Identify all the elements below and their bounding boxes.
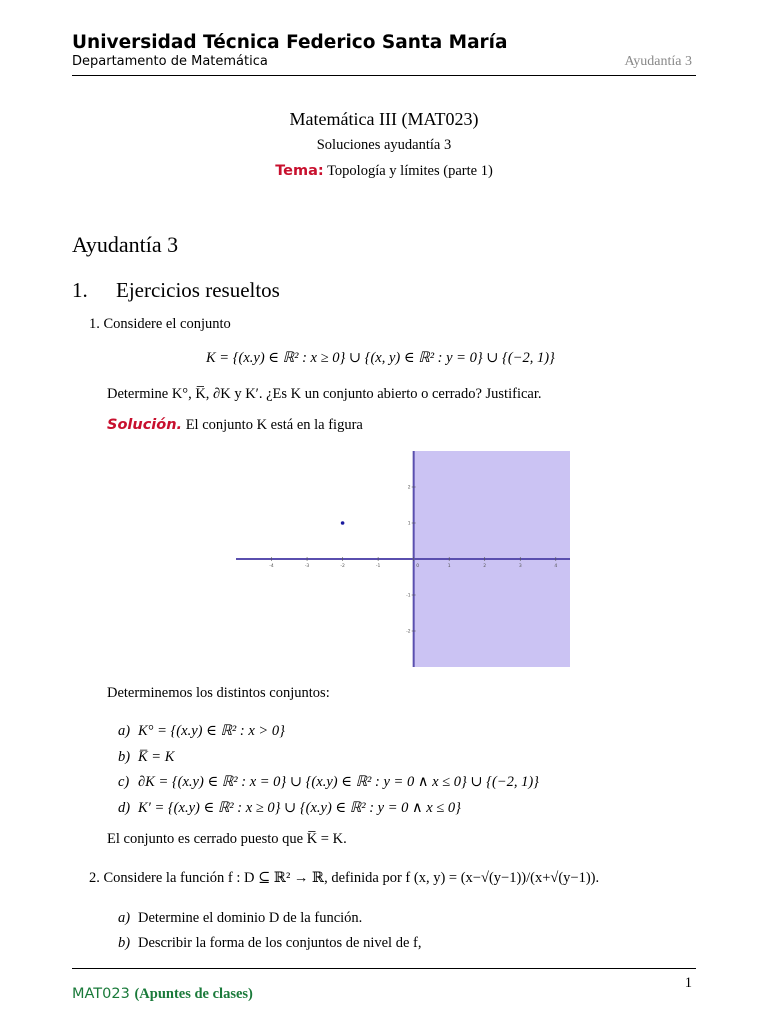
conclusion: El conjunto es cerrado puesto que K̅ = K. [107, 831, 347, 847]
set-definition: K = {(x.y) ∈ ℝ² : x ≥ 0} ∪ {(x, y) ∈ ℝ² : y = 0} ∪ {(−2, 1)} [206, 350, 555, 366]
topic-line [0, 163, 768, 180]
exercise-1-intro: Considere el conjunto [103, 316, 231, 332]
footer-rule [72, 968, 696, 969]
answer-b-text: K̅ = K [138, 748, 175, 765]
subsection-number: 1. [72, 278, 88, 302]
topic-label: Tema: [275, 163, 324, 179]
answer-b-label: b) [118, 748, 131, 765]
x-tick-label: 4 [554, 564, 558, 569]
x-tick-label: 1 [447, 564, 451, 569]
y-tick-label: -1 [406, 593, 411, 599]
answers-list [118, 719, 539, 821]
answer-c [118, 770, 539, 796]
y-tick-label: -2 [406, 629, 411, 635]
course-title: Matemática III (MAT023) [289, 109, 479, 129]
x-tick-label: 3 [518, 564, 522, 569]
exercise-2-item-b-text: Describir la forma de los conjuntos de nivel de f, [138, 935, 422, 951]
footer-label [72, 986, 253, 1003]
isolated-point [341, 521, 345, 525]
answer-d-text: K′ = {(x.y) ∈ ℝ² : x ≥ 0} ∪ {(x.y) ∈ ℝ² : y = 0 ∧ x ≤ 0} [138, 799, 461, 816]
department-name: Departamento de Matemática [72, 54, 268, 69]
exercise-2-text: Considere la función f : D ⊆ ℝ² → ℝ, definida por f (x, y) = (x−√(y−1))/(x+√(y−1)). [103, 870, 600, 886]
exercise-1-question: Determine K°, K̅, ∂K y K′. ¿Es K un conjunto abierto o cerrado? Justificar. [107, 386, 542, 402]
answer-d [118, 796, 539, 822]
set-k-figure [236, 451, 570, 667]
university-name: Universidad Técnica Federico Santa María [72, 32, 508, 53]
exercise-2 [89, 870, 599, 887]
exercise-2-item-a [118, 906, 421, 931]
x-tick-label: -3 [304, 564, 310, 569]
exercise-2-item-a-text: Determine el dominio D de la función. [138, 910, 363, 926]
header-rule [72, 75, 696, 76]
answer-a-text: K° = {(x.y) ∈ ℝ² : x > 0} [138, 723, 285, 739]
answer-a-label: a) [118, 723, 131, 739]
header-right-label: Ayudantía 3 [624, 54, 692, 69]
solution-line [107, 417, 363, 434]
solution-label: Solución. [107, 417, 183, 433]
answer-c-label: c) [118, 774, 130, 790]
solution-text: El conjunto K está en la figura [185, 417, 363, 433]
x-tick-label: 2 [483, 564, 487, 569]
answer-d-label: d) [118, 799, 131, 816]
subtitle: Soluciones ayudantía 3 [316, 137, 452, 153]
answer-c-text: ∂K = {(x.y) ∈ ℝ² : x = 0} ∪ {(x.y) ∈ ℝ² : y = 0 ∧ x ≤ 0} ∪ {(−2, 1)} [138, 774, 539, 790]
footer-notes: (Apuntes de clases) [134, 986, 253, 1002]
topic-text: Topología y límites (parte 1) [327, 163, 493, 179]
exercise-2-number: 2. [89, 870, 100, 886]
answer-a [118, 719, 539, 745]
exercise-2-items [118, 906, 421, 956]
exercise-2-item-b-label: b) [118, 935, 131, 951]
section-title: Ayudantía 3 [72, 232, 179, 257]
subsection-title: Ejercicios resueltos [116, 278, 280, 302]
exercise-1-number: 1. [89, 316, 100, 332]
footer-course-code: MAT023 [72, 986, 130, 1002]
page-number: 1 [684, 975, 692, 991]
x-tick-label: 0 [416, 564, 420, 569]
y-tick-label: 2 [407, 485, 411, 491]
exercise-2-item-b [118, 931, 421, 956]
x-tick-label: -4 [269, 564, 274, 569]
subsection-heading [72, 278, 280, 303]
answer-b [118, 745, 539, 771]
x-tick-label: -1 [375, 564, 381, 569]
exercise-2-item-a-label: a) [118, 910, 131, 926]
y-tick-label: 1 [407, 521, 411, 527]
x-tick-label: -2 [340, 564, 345, 569]
determine-line: Determinemos los distintos conjuntos: [107, 685, 330, 701]
exercise-1 [89, 316, 231, 333]
